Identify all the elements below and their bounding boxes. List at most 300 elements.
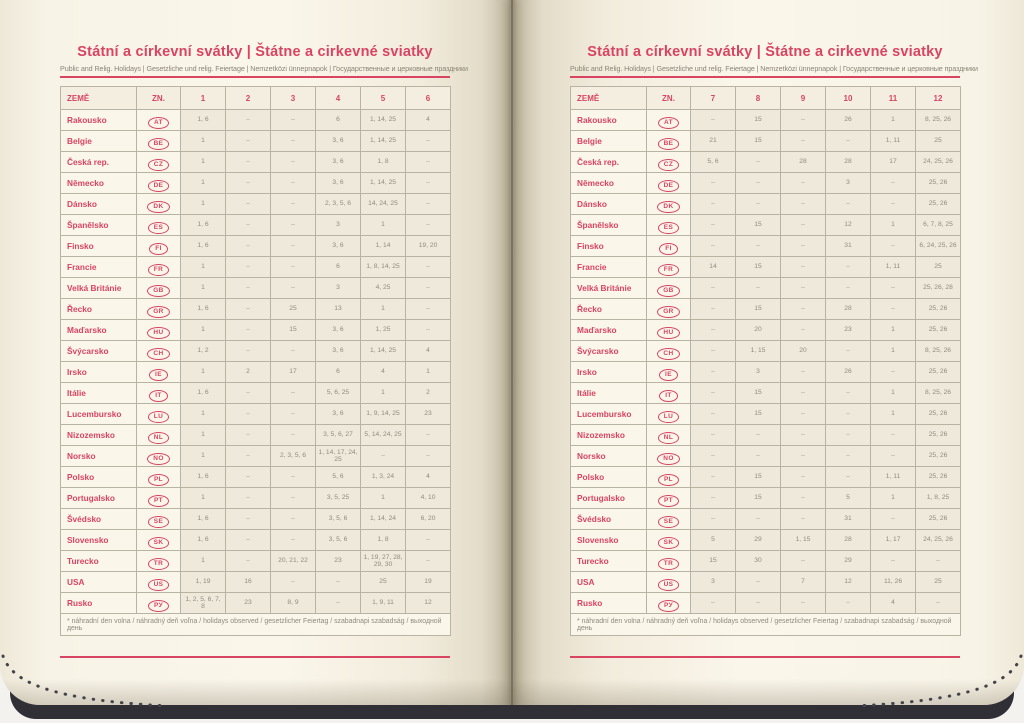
holiday-cell: – — [781, 110, 826, 131]
holiday-cell: 1 — [181, 278, 226, 299]
table-row — [61, 257, 451, 278]
country-code-badge: NL — [658, 432, 679, 444]
holiday-cell: – — [781, 278, 826, 299]
holiday-cell: – — [781, 257, 826, 278]
holiday-cell: 1 — [181, 320, 226, 341]
table-row — [571, 257, 961, 278]
holiday-cell: – — [691, 173, 736, 194]
holiday-cell: 1 — [181, 131, 226, 152]
holiday-cell: 1 — [871, 110, 916, 131]
table-row — [571, 131, 961, 152]
holiday-cell: 23 — [226, 593, 271, 614]
holiday-cell: 25, 26 — [916, 467, 961, 488]
holiday-cell: 8, 9 — [271, 593, 316, 614]
country-code-badge: РУ — [658, 600, 679, 612]
left-page-header — [60, 44, 468, 78]
holiday-cell: 1, 2, 5, 6, 7, 8 — [181, 593, 226, 614]
table-row — [61, 467, 451, 488]
holiday-cell: – — [871, 446, 916, 467]
holiday-cell: 4 — [406, 467, 451, 488]
holiday-cell: 1 — [361, 215, 406, 236]
holiday-cell: – — [316, 593, 361, 614]
code-cell — [647, 320, 691, 341]
holiday-cell: – — [271, 194, 316, 215]
country-name: Itálie — [571, 383, 647, 404]
code-cell — [647, 383, 691, 404]
holiday-cell: 1, 14 — [361, 236, 406, 257]
holiday-cell: 1, 14, 24 — [361, 509, 406, 530]
table-row — [571, 362, 961, 383]
code-cell — [137, 152, 181, 173]
table-row — [61, 446, 451, 467]
holiday-cell: – — [226, 488, 271, 509]
table-row — [571, 446, 961, 467]
holiday-cell: 1, 8 — [361, 152, 406, 173]
holiday-cell: 21 — [691, 131, 736, 152]
table-row — [571, 467, 961, 488]
column-header: ZEMĚ — [571, 87, 647, 110]
holiday-cell: – — [691, 236, 736, 257]
country-code-badge: DE — [148, 180, 170, 192]
holiday-cell: – — [406, 446, 451, 467]
table-row — [571, 278, 961, 299]
holiday-cell: 3 — [826, 173, 871, 194]
column-header: 12 — [916, 87, 961, 110]
table-row — [61, 152, 451, 173]
book-spine — [510, 0, 514, 705]
table-row — [571, 488, 961, 509]
table-body — [571, 110, 961, 614]
footnote: * náhradní den volna / náhradný deň voľna / holidays observed / gesetzlicher Feiertag / szabadnapi szabadság / выходной день — [571, 614, 961, 636]
country-code-badge: FI — [659, 243, 678, 255]
column-header: 1 — [181, 87, 226, 110]
code-cell — [137, 530, 181, 551]
code-cell — [137, 572, 181, 593]
country-name: Nizozemsko — [571, 425, 647, 446]
country-code-badge: DK — [147, 201, 169, 213]
holiday-cell: – — [781, 425, 826, 446]
holiday-cell: 1, 6 — [181, 110, 226, 131]
holiday-cell: – — [691, 110, 736, 131]
code-cell — [137, 110, 181, 131]
country-name: Švýcarsko — [571, 341, 647, 362]
holiday-cell: 1, 14, 25 — [361, 131, 406, 152]
table-row — [61, 173, 451, 194]
table-row — [61, 425, 451, 446]
holiday-cell: 1, 9, 11 — [361, 593, 406, 614]
column-header: ZN. — [137, 87, 181, 110]
country-name: Maďarsko — [571, 320, 647, 341]
holiday-cell: – — [271, 467, 316, 488]
table-row — [61, 572, 451, 593]
holiday-cell: 1, 17 — [871, 530, 916, 551]
holiday-cell: – — [271, 131, 316, 152]
holiday-cell: – — [406, 215, 451, 236]
country-code-badge: US — [148, 579, 170, 591]
holiday-cell: – — [406, 131, 451, 152]
holiday-cell: 12 — [826, 215, 871, 236]
holiday-cell: 1 — [181, 404, 226, 425]
country-name: Irsko — [571, 362, 647, 383]
holiday-cell: 15 — [736, 299, 781, 320]
holiday-cell: 15 — [691, 551, 736, 572]
bottom-rule — [570, 656, 960, 658]
holiday-cell: 20, 21, 22 — [271, 551, 316, 572]
table-row — [571, 425, 961, 446]
holiday-cell: – — [271, 257, 316, 278]
holiday-cell: – — [406, 257, 451, 278]
country-code-badge: CH — [657, 348, 679, 360]
country-code-badge: IE — [659, 369, 678, 381]
code-cell — [647, 467, 691, 488]
stitching-left — [0, 654, 175, 718]
code-cell — [647, 110, 691, 131]
holiday-cell: – — [691, 593, 736, 614]
holiday-cell: 4, 25 — [361, 278, 406, 299]
holiday-cell: 1, 19, 27, 28, 29, 30 — [361, 551, 406, 572]
code-cell — [137, 278, 181, 299]
table-foot — [571, 614, 961, 636]
holiday-cell: – — [871, 551, 916, 572]
country-code-badge: IE — [149, 369, 168, 381]
column-header: 9 — [781, 87, 826, 110]
holiday-cell: 6 — [316, 257, 361, 278]
holiday-cell: 23 — [826, 320, 871, 341]
holiday-cell: 15 — [736, 404, 781, 425]
holiday-cell: 6 — [316, 110, 361, 131]
column-header: 3 — [271, 87, 316, 110]
holiday-cell: – — [826, 404, 871, 425]
holiday-cell: 1 — [181, 257, 226, 278]
code-cell — [137, 194, 181, 215]
country-name: Polsko — [61, 467, 137, 488]
holiday-cell: – — [781, 299, 826, 320]
holiday-cell: 14, 24, 25 — [361, 194, 406, 215]
holiday-cell: 1, 19 — [181, 572, 226, 593]
table-row — [61, 131, 451, 152]
holiday-cell: 1, 6 — [181, 509, 226, 530]
holiday-cell: 25, 26 — [916, 404, 961, 425]
code-cell — [647, 131, 691, 152]
country-code-badge: TR — [658, 558, 679, 570]
holiday-cell: – — [781, 404, 826, 425]
holiday-cell: – — [406, 425, 451, 446]
country-code-badge: GR — [657, 306, 680, 318]
holiday-cell: – — [226, 509, 271, 530]
holiday-cell: 8, 25, 26 — [916, 110, 961, 131]
country-name: Itálie — [61, 383, 137, 404]
bottom-rule — [60, 656, 450, 658]
right-page — [570, 44, 978, 658]
table-row — [571, 341, 961, 362]
holiday-cell: 15 — [736, 467, 781, 488]
code-cell — [647, 152, 691, 173]
holiday-cell: – — [826, 467, 871, 488]
holiday-cell: 20 — [781, 341, 826, 362]
holiday-cell: – — [406, 152, 451, 173]
holiday-cell: 12 — [406, 593, 451, 614]
country-name: Francie — [61, 257, 137, 278]
holiday-cell: 1 — [181, 425, 226, 446]
table-row — [571, 215, 961, 236]
holiday-cell: 6 — [316, 362, 361, 383]
country-name: Nizozemsko — [61, 425, 137, 446]
holiday-cell: 1, 6 — [181, 467, 226, 488]
holiday-cell: 1, 6 — [181, 530, 226, 551]
holiday-cell: – — [736, 194, 781, 215]
footnote: * náhradní den volna / náhradný deň voľna / holidays observed / gesetzlicher Feiertag / szabadnapi szabadság / выходной день — [61, 614, 451, 636]
holiday-cell: – — [691, 446, 736, 467]
holiday-cell: – — [271, 425, 316, 446]
country-code-badge: LU — [148, 411, 169, 423]
page-title: Státní a církevní svátky | Štátne a cirkevné sviatky — [587, 44, 943, 60]
table-row — [571, 236, 961, 257]
table-row — [61, 110, 451, 131]
holiday-cell: – — [271, 152, 316, 173]
country-name: Belgie — [571, 131, 647, 152]
table-row — [61, 383, 451, 404]
holiday-cell: 1, 6 — [181, 236, 226, 257]
country-code-badge: GB — [147, 285, 170, 297]
holiday-cell: – — [406, 173, 451, 194]
holiday-cell: 1 — [361, 299, 406, 320]
holiday-cell: 3, 5, 6, 27 — [316, 425, 361, 446]
table-row — [61, 404, 451, 425]
holiday-cell: 1, 11 — [871, 467, 916, 488]
page-subtitle: Public and Relig. Holidays | Gesetzliche und relig. Feiertage | Nemzetközi ünnepnapok | Государственные и церковные праздники — [570, 64, 978, 73]
holiday-cell: 1, 3, 24 — [361, 467, 406, 488]
holiday-cell: 30 — [736, 551, 781, 572]
holiday-cell: 5 — [691, 530, 736, 551]
holiday-cell: – — [271, 530, 316, 551]
holiday-cell: – — [826, 446, 871, 467]
holiday-cell: 1 — [361, 383, 406, 404]
holiday-cell: – — [691, 362, 736, 383]
country-name: Turecko — [571, 551, 647, 572]
holiday-cell: 25, 26 — [916, 320, 961, 341]
holiday-cell: 25, 26, 28 — [916, 278, 961, 299]
holiday-cell: – — [226, 404, 271, 425]
country-code-badge: РУ — [148, 600, 169, 612]
holiday-cell: – — [826, 194, 871, 215]
holiday-cell: 4 — [406, 110, 451, 131]
holiday-cell: 3 — [691, 572, 736, 593]
holiday-cell: 28 — [826, 152, 871, 173]
holiday-cell: 1 — [181, 173, 226, 194]
holiday-cell: 1 — [871, 215, 916, 236]
country-code-badge: PL — [148, 474, 169, 486]
holiday-cell: 25, 26 — [916, 194, 961, 215]
country-name: Portugalsko — [61, 488, 137, 509]
stitching-right — [849, 654, 1024, 718]
holiday-cell: – — [226, 236, 271, 257]
holiday-cell: – — [781, 320, 826, 341]
holiday-cell: – — [736, 509, 781, 530]
column-header: 8 — [736, 87, 781, 110]
holiday-cell: – — [271, 173, 316, 194]
holiday-cell: – — [691, 194, 736, 215]
holiday-cell: 25 — [271, 299, 316, 320]
holiday-cell: – — [226, 425, 271, 446]
country-name: Rusko — [61, 593, 137, 614]
code-cell — [137, 446, 181, 467]
country-name: Velká Británie — [61, 278, 137, 299]
country-name: Lucembursko — [61, 404, 137, 425]
holiday-cell: 5, 6 — [691, 152, 736, 173]
holiday-cell: 1, 6 — [181, 383, 226, 404]
table-row — [61, 509, 451, 530]
holiday-cell: – — [226, 257, 271, 278]
holiday-cell: – — [691, 425, 736, 446]
holiday-cell: 1, 8, 14, 25 — [361, 257, 406, 278]
table-row — [61, 194, 451, 215]
holiday-cell: – — [406, 530, 451, 551]
holiday-cell: 3, 6 — [316, 236, 361, 257]
holiday-cell: 25, 26 — [916, 299, 961, 320]
code-cell — [647, 446, 691, 467]
country-name: Dánsko — [61, 194, 137, 215]
holiday-cell: 14 — [691, 257, 736, 278]
holiday-cell: – — [271, 236, 316, 257]
country-code-badge: PL — [658, 474, 679, 486]
holiday-cell: – — [781, 194, 826, 215]
country-name: Švýcarsko — [61, 341, 137, 362]
holiday-cell: 3 — [736, 362, 781, 383]
table-row — [571, 152, 961, 173]
country-code-badge: FR — [658, 264, 679, 276]
holiday-cell: 5 — [826, 488, 871, 509]
holiday-cell: – — [691, 404, 736, 425]
table-row — [571, 194, 961, 215]
holiday-cell: 25 — [361, 572, 406, 593]
column-header: 6 — [406, 87, 451, 110]
holiday-cell: – — [406, 320, 451, 341]
holiday-cell: – — [406, 551, 451, 572]
subtitle-rule — [570, 76, 960, 78]
holiday-cell: 1, 14, 25 — [361, 341, 406, 362]
holiday-cell: – — [691, 488, 736, 509]
table-row — [571, 173, 961, 194]
holiday-cell: 4 — [406, 341, 451, 362]
holiday-cell: 1, 8, 25 — [916, 488, 961, 509]
holiday-cell: – — [826, 278, 871, 299]
country-code-badge: ES — [148, 222, 169, 234]
holiday-cell: – — [406, 299, 451, 320]
holiday-cell: 17 — [271, 362, 316, 383]
holiday-cell: – — [691, 278, 736, 299]
holiday-cell: 6, 20 — [406, 509, 451, 530]
holiday-cell: 15 — [736, 488, 781, 509]
holiday-cell: – — [736, 593, 781, 614]
holiday-cell: 3, 6 — [316, 152, 361, 173]
table-row — [571, 530, 961, 551]
table-row — [61, 299, 451, 320]
right-page-header — [570, 44, 978, 78]
holiday-cell: 1 — [181, 362, 226, 383]
holiday-cell: – — [271, 215, 316, 236]
holiday-cell: 1 — [181, 152, 226, 173]
holiday-cell: – — [226, 341, 271, 362]
holiday-cell: – — [226, 299, 271, 320]
country-code-badge: AT — [148, 117, 169, 129]
footnote-row — [571, 614, 961, 636]
country-name: Norsko — [61, 446, 137, 467]
holiday-cell: – — [781, 446, 826, 467]
code-cell — [647, 215, 691, 236]
holiday-cell: – — [826, 425, 871, 446]
holiday-cell: – — [871, 509, 916, 530]
table-foot — [61, 614, 451, 636]
country-code-badge: DE — [658, 180, 680, 192]
code-cell — [137, 362, 181, 383]
holiday-cell: 8, 25, 26 — [916, 341, 961, 362]
holiday-cell: 1, 11 — [871, 257, 916, 278]
table-row — [61, 341, 451, 362]
country-name: Dánsko — [571, 194, 647, 215]
holiday-cell: – — [691, 215, 736, 236]
country-code-badge: NL — [148, 432, 169, 444]
country-name: Norsko — [571, 446, 647, 467]
country-code-badge: BE — [148, 138, 170, 150]
holiday-cell: 3, 6 — [316, 173, 361, 194]
holiday-cell: 3, 5, 6 — [316, 509, 361, 530]
holiday-cell: 15 — [736, 110, 781, 131]
table-row — [571, 320, 961, 341]
country-code-badge: SK — [658, 537, 680, 549]
holiday-cell: 29 — [826, 551, 871, 572]
country-code-badge: SE — [148, 516, 169, 528]
holiday-cell: 23 — [406, 404, 451, 425]
column-header: 7 — [691, 87, 736, 110]
holiday-cell: 26 — [826, 362, 871, 383]
country-name: Maďarsko — [61, 320, 137, 341]
holiday-cell: 24, 25, 26 — [916, 530, 961, 551]
holiday-cell: 1, 9, 14, 25 — [361, 404, 406, 425]
country-name: USA — [61, 572, 137, 593]
holiday-cell: – — [226, 152, 271, 173]
country-name: Německo — [61, 173, 137, 194]
table-row — [61, 488, 451, 509]
country-name: Řecko — [61, 299, 137, 320]
holiday-cell: 25 — [916, 131, 961, 152]
code-cell — [137, 215, 181, 236]
code-cell — [137, 299, 181, 320]
holiday-cell: – — [916, 551, 961, 572]
holiday-cell: 28 — [826, 530, 871, 551]
code-cell — [647, 404, 691, 425]
code-cell — [137, 404, 181, 425]
table-row — [571, 509, 961, 530]
code-cell — [137, 509, 181, 530]
column-header: ZEMĚ — [61, 87, 137, 110]
country-code-badge: IT — [149, 390, 168, 402]
holiday-cell: 1 — [871, 404, 916, 425]
holiday-cell: 1 — [871, 383, 916, 404]
country-name: Finsko — [61, 236, 137, 257]
holiday-cell: 1, 2 — [181, 341, 226, 362]
code-cell — [647, 572, 691, 593]
country-name: Lucembursko — [571, 404, 647, 425]
holidays-table-months-1-6 — [60, 86, 451, 636]
holiday-cell: 13 — [316, 299, 361, 320]
country-name: Španělsko — [571, 215, 647, 236]
code-cell — [647, 362, 691, 383]
holiday-cell: 2, 3, 5, 6 — [316, 194, 361, 215]
country-name: Velká Británie — [571, 278, 647, 299]
code-cell — [137, 236, 181, 257]
holiday-cell: – — [781, 131, 826, 152]
holiday-cell: – — [691, 509, 736, 530]
